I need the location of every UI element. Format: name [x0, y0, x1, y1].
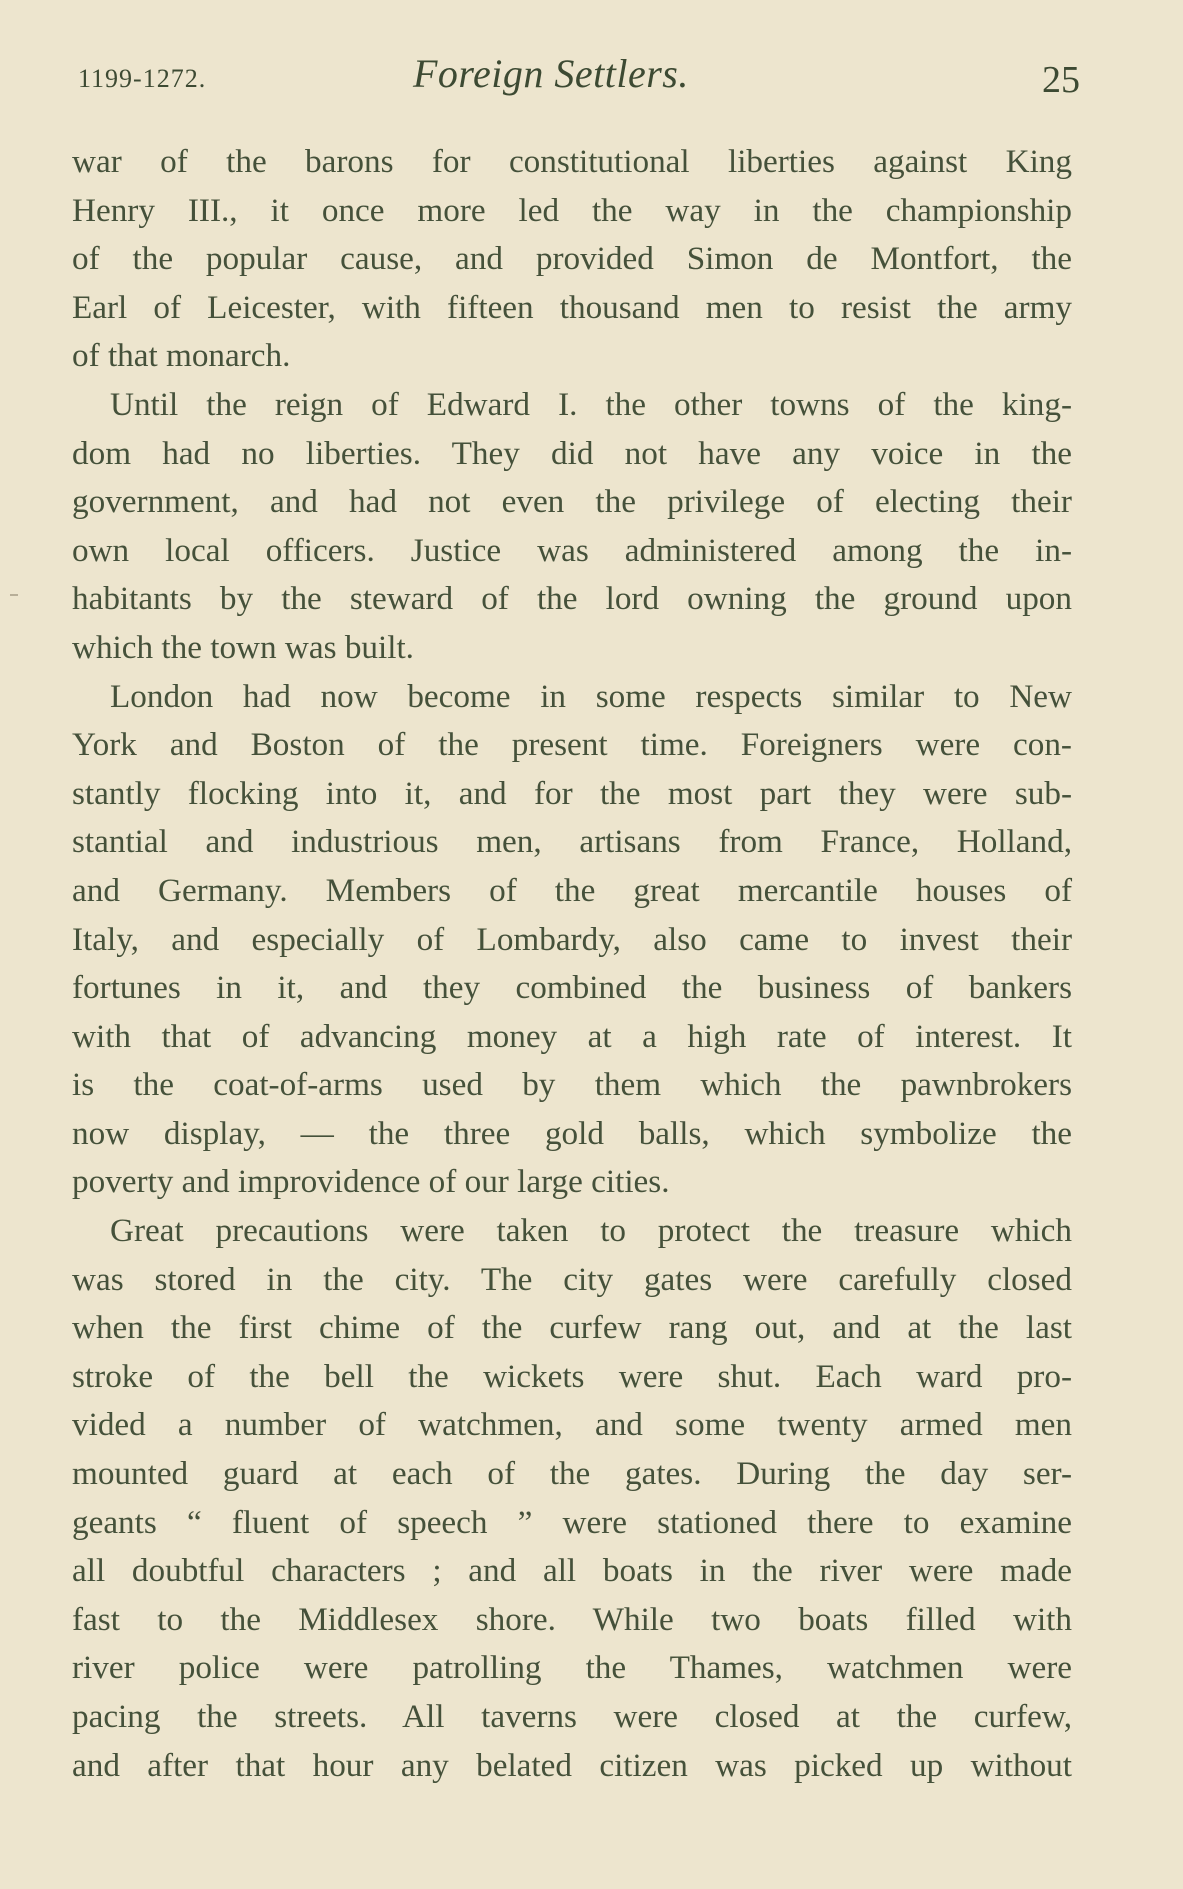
text-line: habitants by the steward of the lord owning the ground upon [72, 580, 1072, 618]
body-text [72, 138, 1072, 1790]
running-head [78, 50, 1080, 110]
text-line: stantial and industrious men, artisans from France, Holland, [72, 823, 1072, 861]
text-line: Until the reign of Edward I. the other towns of the king- [110, 385, 1072, 423]
text-line: war of the barons for constitutional liberties against King [72, 143, 1072, 180]
text-line: own local officers. Justice was administered among the in- [72, 531, 1072, 569]
text-line: and after that hour any belated citizen was picked up without [72, 1746, 1072, 1784]
text-line: fortunes in it, and they combined the business of bankers [72, 969, 1072, 1007]
text-line: which the town was built. [72, 628, 414, 666]
text-line: when the first chime of the curfew rang out, and at the last [72, 1309, 1072, 1347]
chapter-title: Foreign Settlers. [413, 51, 689, 96]
text-line: York and Boston of the present time. Foreigners were con- [72, 726, 1072, 764]
text-line: fast to the Middlesex shore. While two boats filled with [72, 1600, 1072, 1638]
text-line: of that monarch. [72, 337, 291, 375]
text-line: pacing the streets. All taverns were closed at the curfew, [72, 1698, 1072, 1735]
text-line: is the coat-of-arms used by them which the pawnbrokers [72, 1066, 1072, 1104]
text-line: and Germany. Members of the great mercantile houses of [72, 871, 1072, 909]
text-line: dom had no liberties. They did not have any voice in the [72, 434, 1072, 472]
text-line: London had now become in some respects similar to New [110, 677, 1072, 715]
text-line: Earl of Leicester, with fifteen thousand men to resist the army [72, 288, 1072, 326]
text-line: poverty and improvidence of our large cities. [72, 1163, 670, 1201]
text-line: geants “ fluent of speech ” were stationed there to examine [72, 1503, 1072, 1541]
text-line: with that of advancing money at a high rate of interest. It [72, 1017, 1072, 1055]
text-line: now display, — the three gold balls, which symbolize the [72, 1114, 1072, 1152]
text-line: stantly flocking into it, and for the most part they were sub- [72, 774, 1072, 812]
text-line: government, and had not even the privilege of electing their [72, 483, 1072, 521]
text-line: Italy, and especially of Lombardy, also came to invest their [72, 920, 1072, 958]
text-line: mounted guard at each of the gates. During the day ser- [72, 1455, 1072, 1493]
text-line: vided a number of watchmen, and some twenty armed men [72, 1406, 1072, 1444]
text-line: stroke of the bell the wickets were shut. Each ward pro- [72, 1357, 1072, 1395]
page-number: 25 [1042, 59, 1080, 101]
text-line: all doubtful characters ; and all boats in the river were made [72, 1552, 1072, 1590]
text-line: river police were patrolling the Thames, watchmen were [72, 1649, 1072, 1687]
margin-mark [10, 594, 18, 596]
text-line: Henry III., it once more led the way in the championship [72, 191, 1072, 229]
date-range: 1199-1272. [78, 64, 207, 93]
text-line: of the popular cause, and provided Simon de Montfort, the [72, 240, 1072, 278]
text-line: Great precautions were taken to protect the treasure which [110, 1212, 1072, 1250]
text-line: was stored in the city. The city gates were carefully closed [72, 1260, 1072, 1298]
